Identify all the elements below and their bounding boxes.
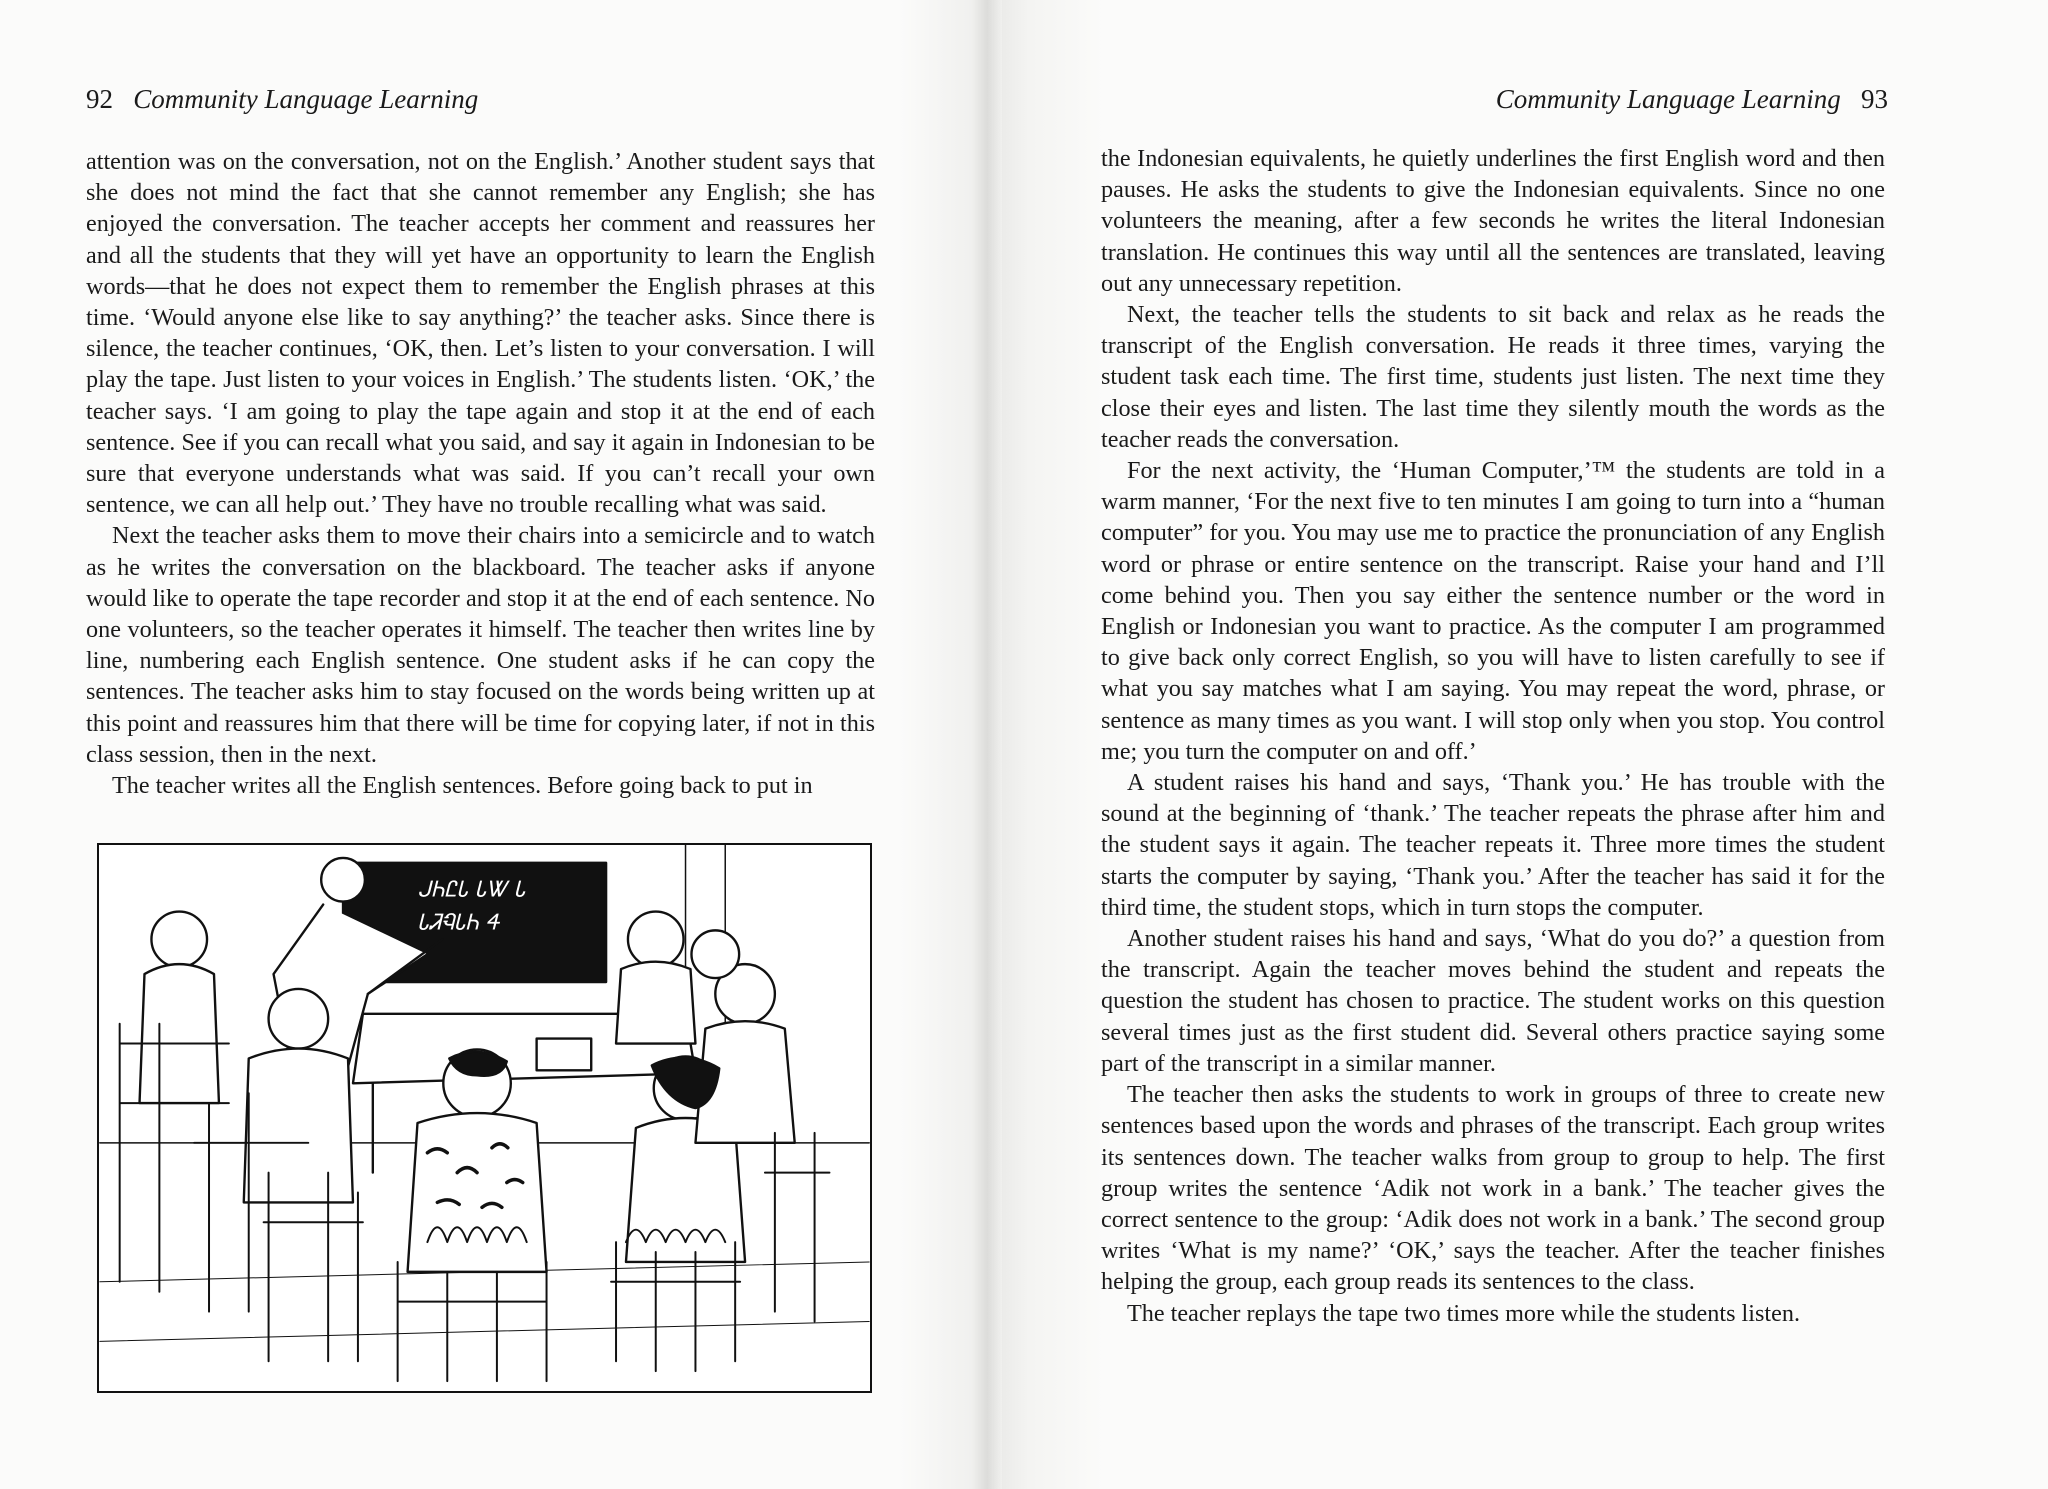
paragraph: The teacher then asks the students to work in groups of three to create new sentences based upon the words and phrases of the transcript. Each group writes its sentences down. The teacher walks from group to group to help. The first group writes the sentence ‘Adik not work in a bank.’ The teacher gives the correct sentence to the group: ‘Adik does not work in a bank.’ The second group writes ‘What is my name?’ ‘OK,’ says the teacher. After the teacher finishes helping the group, each group reads its sentences to the class. bbox=[1101, 1081, 1885, 1296]
right-running-title: Community Language Learning bbox=[1495, 84, 1841, 114]
paragraph: Another student raises his hand and says, ‘What do you do?’ a question from the transcript. Again the teacher moves behind the student and repeats the question the student has chosen to practice. The student works on this question several times just as the first student did. Several others practice saying some part of the transcript in a similar manner. bbox=[1101, 925, 1885, 1077]
left-page-header bbox=[86, 84, 478, 115]
paragraph: attention was on the conversation, not on the English.’ Another student says that she does not mind the fact that she cannot remember any English; she has enjoyed the conversation. The teacher accepts her comment and reassures her and all the students that they will yet have an opportunity to learn the English words—that he does not expect them to remember the English phrases at this time. ‘Would anyone else like to say anything?’ the teacher asks. Since there is silence, the teacher continues, ‘OK, then. Let’s listen to your conversation. I will play the tape. Just listen to your voices in English.’ The students listen. ‘OK,’ the teacher says. ‘I am going to play the tape again and stop it at the end of each sentence. See if you can recall what you said, and say it again in Indonesian to be sure that everyone understands what was said. If you can’t recall your own sentence, we can all help out.’ They have no trouble recalling what was said. bbox=[86, 148, 875, 519]
right-page-header bbox=[1496, 84, 1888, 115]
classroom-illustration-icon bbox=[97, 843, 872, 1393]
svg-text:ᒍᏂᏝᏓ ᏓᏔ Ꮣ: ᒍᏂᏝᏓ ᏓᏔ Ꮣ bbox=[417, 877, 526, 903]
paragraph: The teacher writes all the English sentences. Before going back to put in bbox=[112, 772, 813, 800]
paragraph: For the next activity, the ‘Human Computer,’™ the students are told in a warm manner, ‘For the next five to ten minutes I am going to turn into a “human computer” for you. You may use me to practice the pronunciation of any English word or phrase or entire sentence on the transcript. Raise your hand and I’ll come behind you. Then you say either the sentence number or the word in English or Indonesian you want to practice. As the computer I am programmed to give back only correct English, so you will have to listen carefully to see if what you say matches what I am saying. You may repeat the word, phrase, or sentence as many times as you want. I will stop only when you stop. You control me; you turn the computer on and off.’ bbox=[1101, 457, 1885, 765]
left-page-number: 92 bbox=[86, 84, 113, 114]
paragraph: The teacher replays the tape two times more while the students listen. bbox=[1127, 1299, 1801, 1327]
left-running-title: Community Language Learning bbox=[133, 84, 479, 114]
right-page bbox=[975, 0, 2048, 1489]
right-page-body bbox=[1101, 143, 1885, 1329]
paragraph: Next, the teacher tells the students to sit back and relax as he reads the transcript of the English conversation. He reads it three times, varying the student task each time. The first time, students just listen. The next time they close their eyes and listen. The last time they silently mouth the words as the teacher reads the conversation. bbox=[1101, 301, 1885, 453]
book-gutter bbox=[972, 0, 1002, 1489]
right-page-number: 93 bbox=[1861, 84, 1888, 114]
svg-text:ᏓᏘᏄᏓᏂ Ꮞ: ᏓᏘᏄᏓᏂ Ꮞ bbox=[417, 910, 500, 936]
paragraph: the Indonesian equivalents, he quietly underlines the first English word and then pauses. He asks the students to give the Indonesian equivalents. Since no one volunteers the meaning, after a few seconds he writes the literal Indonesian translation. He continues this way until all the sentences are translated, leaving out any unnecessary repetition. bbox=[1101, 145, 1885, 297]
paragraph: Next the teacher asks them to move their chairs into a semicircle and to watch as he writes the conversation on the blackboard. The teacher asks if anyone would like to operate the tape recorder and stop it at the end of each sentence. No one volunteers, so the teacher operates it himself. The teacher then writes line by line, numbering each English sentence. One student asks if he can copy the sentences. The teacher asks him to stay focused on the words being written up at this point and reassures him that there will be time for copying later, if not in this class session, then in the next. bbox=[86, 522, 875, 768]
left-page bbox=[0, 0, 1000, 1489]
paragraph: A student raises his hand and says, ‘Thank you.’ He has trouble with the sound at the beginning of ‘thank.’ The teacher repeats the phrase after him and the student says it again. The teacher repeats it. Three more times the student starts the computer by saying, ‘Thank you.’ After the teacher has said it for the third time, the student stops, which in turn stops the computer. bbox=[1101, 769, 1885, 921]
left-page-body bbox=[86, 146, 875, 801]
